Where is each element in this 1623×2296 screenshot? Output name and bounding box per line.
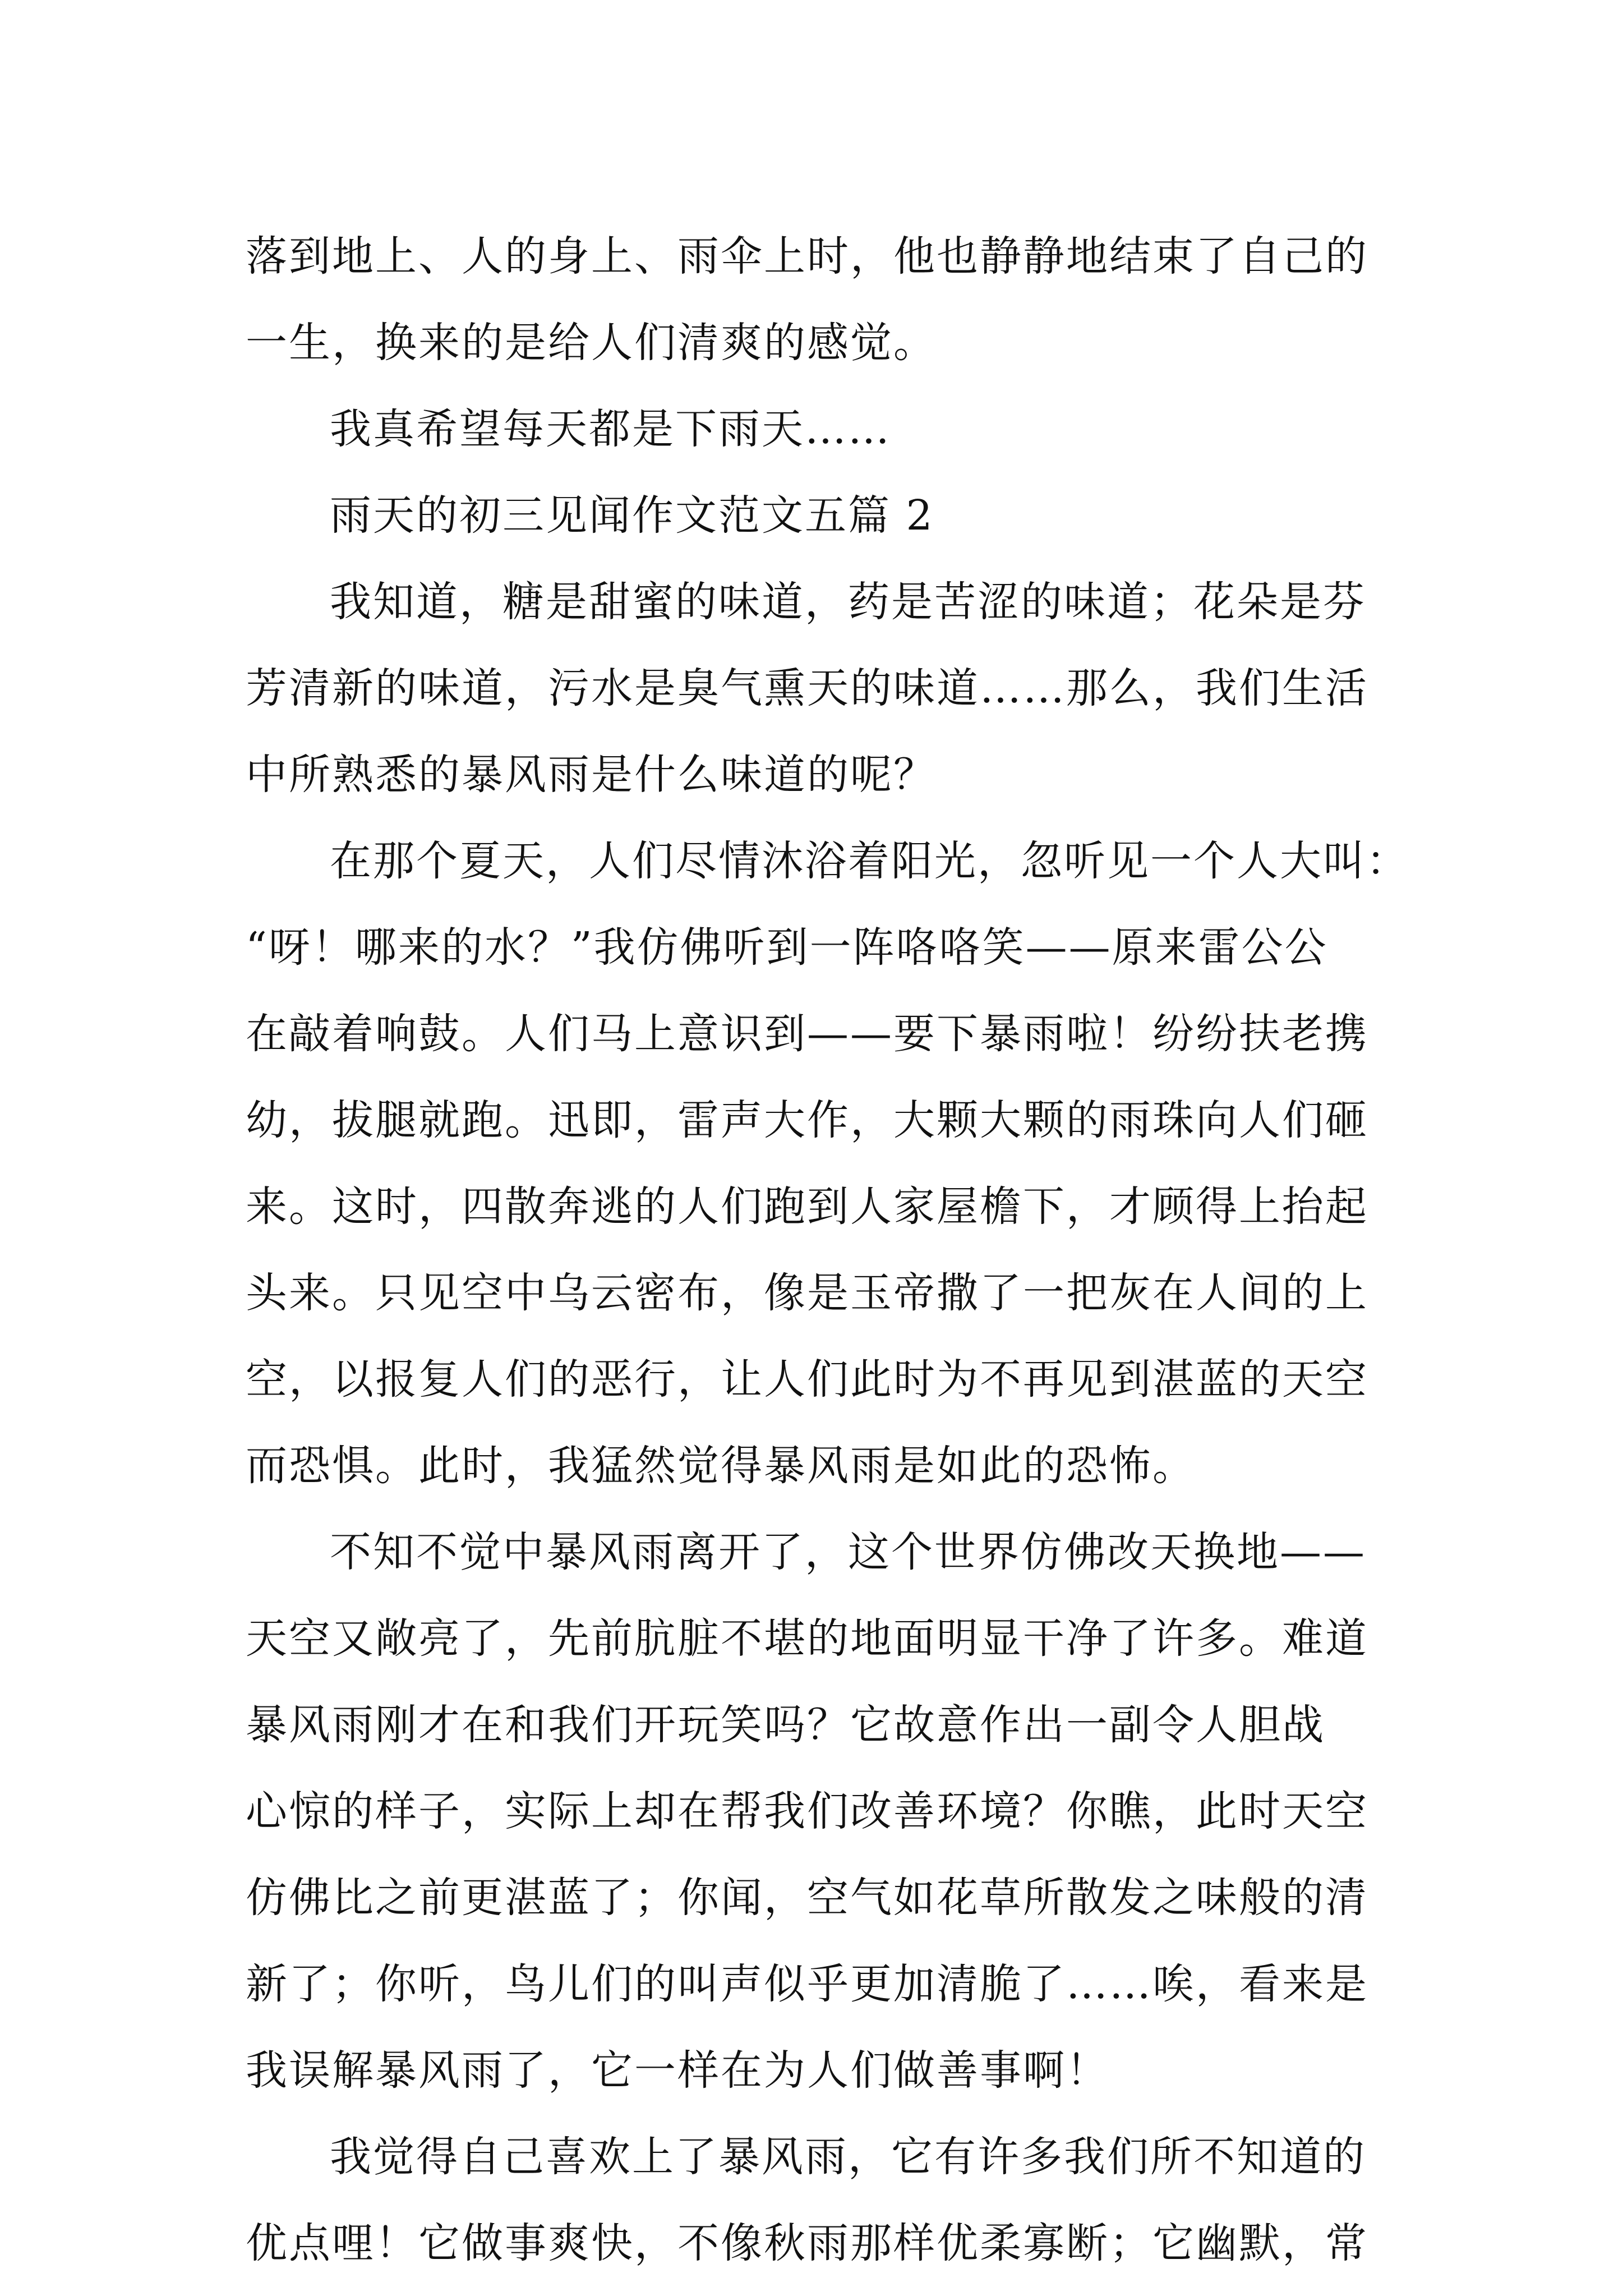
text-line-20: 仿佛比之前更湛蓝了；你闻，空气如花草所散发之味般的清 [246, 1874, 1368, 1922]
text-line-7: 中所熟悉的暴风雨是什么味道的呢？ [246, 751, 937, 799]
text-line-13: 头来。只见空中乌云密布，像是玉帝撒了一把灰在人间的上 [246, 1269, 1368, 1317]
text-line-15: 而恐惧。此时，我猛然觉得暴风雨是如此的恐怖。 [246, 1442, 1196, 1490]
text-line-16: 不知不觉中暴风雨离开了，这个世界仿佛改天换地—— [330, 1528, 1366, 1576]
document-body [246, 213, 1409, 2286]
section-heading: 雨天的初三见闻作文范文五篇 2 [330, 491, 934, 540]
text-line-1: 落到地上、人的身上、雨伞上时，他也静静地结束了自己的 [246, 232, 1368, 280]
text-line-23: 我觉得自己喜欢上了暴风雨，它有许多我们所不知道的 [330, 2133, 1366, 2181]
text-line-9: “呀！哪来的水？”我仿佛听到一阵咯咯笑——原来雷公公 [246, 923, 1328, 972]
text-line-11: 幼，拔腿就跑。迅即，雷声大作，大颗大颗的雨珠向人们砸 [246, 1096, 1368, 1144]
text-line-17: 天空又敞亮了，先前肮脏不堪的地面明显干净了许多。难道 [246, 1614, 1368, 1663]
text-line-6: 芳清新的味道，污水是臭气熏天的味道……那么，我们生活 [246, 664, 1368, 712]
text-line-14: 空，以报复人们的恶行，让人们此时为不再见到湛蓝的天空 [246, 1355, 1368, 1404]
text-line-12: 来。这时，四散奔逃的人们跑到人家屋檐下，才顾得上抬起 [246, 1182, 1368, 1231]
text-line-19: 心惊的样子，实际上却在帮我们改善环境？你瞧，此时天空 [246, 1787, 1368, 1835]
text-line-22: 我误解暴风雨了，它一样在为人们做善事啊！ [246, 2046, 1109, 2095]
text-line-21: 新了；你听，鸟儿们的叫声似乎更加清脆了……唉，看来是 [246, 1960, 1368, 2008]
text-line-8: 在那个夏天，人们尽情沐浴着阳光，忽听见一个人大叫： [330, 837, 1409, 885]
text-line-18: 暴风雨刚才在和我们开玩笑吗？它故意作出一副令人胆战 [246, 1701, 1325, 1749]
text-line-10: 在敲着响鼓。人们马上意识到——要下暴雨啦！纷纷扶老携 [246, 1010, 1368, 1058]
text-line-5: 我知道，糖是甜蜜的味道，药是苦涩的味道；花朵是芬 [330, 578, 1366, 626]
text-line-24: 优点哩！它做事爽快，不像秋雨那样优柔寡断；它幽默，常 [246, 2219, 1368, 2267]
text-line-3: 我真希望每天都是下雨天…… [330, 405, 891, 453]
text-line-2: 一生，换来的是给人们清爽的感觉。 [246, 319, 937, 367]
